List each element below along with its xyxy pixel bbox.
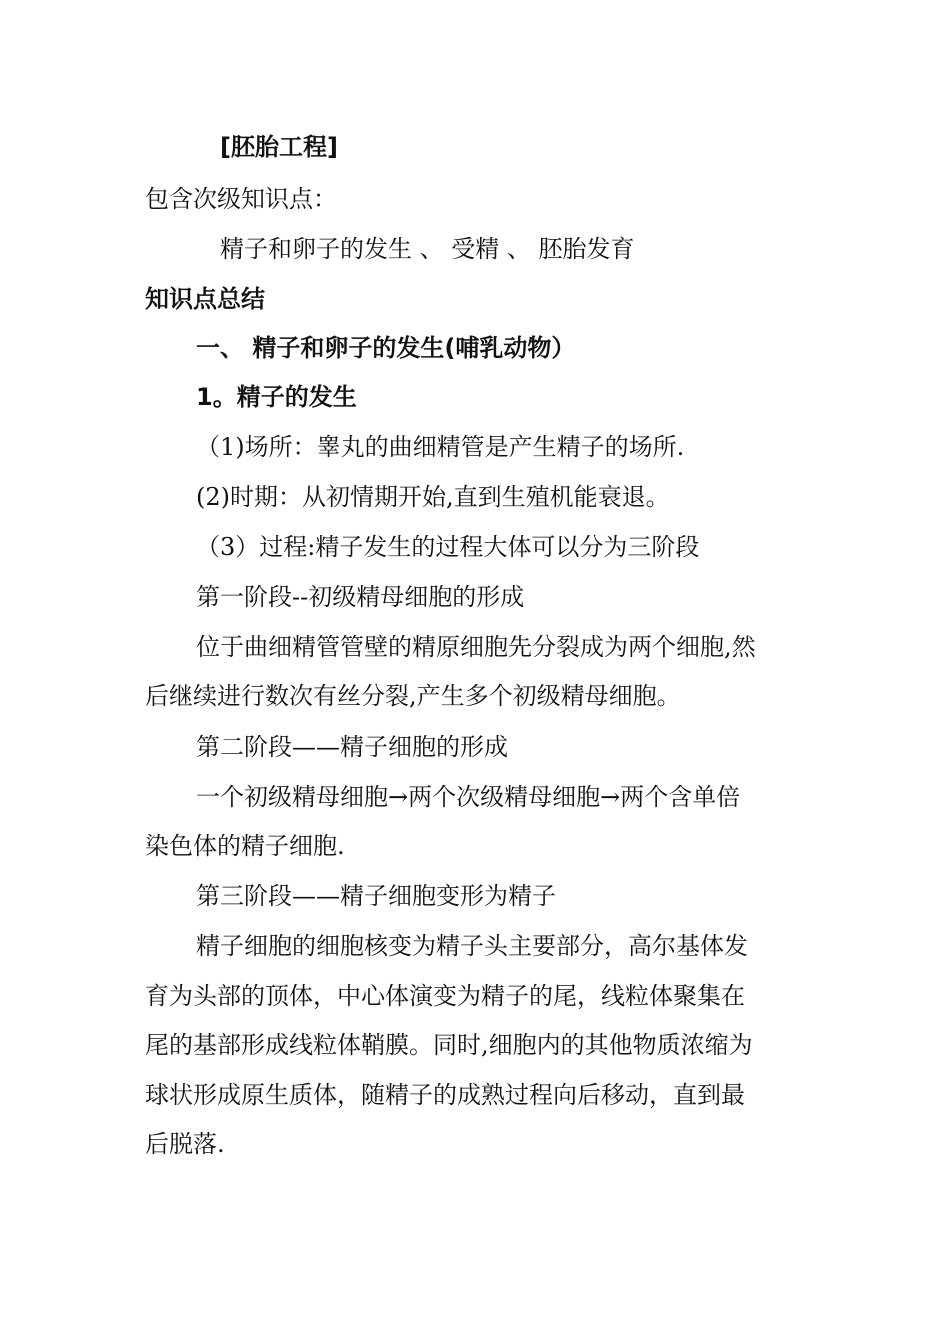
stage-two-text-line: 染色体的精子细胞. — [145, 832, 345, 860]
stage-two-title: 第二阶段——精子细胞的形成 — [196, 733, 508, 761]
stage-three-title: 第三阶段——精子细胞变形为精子 — [196, 882, 556, 910]
item-period: (2)时期：从初情期开始,直到生殖机能衰退。 — [196, 483, 670, 511]
subtopics-label: 包含次级知识点： — [145, 185, 337, 213]
section-one-heading: 一、 精子和卵子的发生(哺乳动物） — [196, 334, 576, 362]
stage-three-text-line: 球状形成原生质体，随精子的成熟过程向后移动，直到最 — [145, 1081, 745, 1109]
stage-three-text-line: 尾的基部形成线粒体鞘膜。同时,细胞内的其他物质浓缩为 — [145, 1031, 753, 1059]
item-process: （3）过程:精子发生的过程大体可以分为三阶段 — [196, 533, 700, 561]
stage-three-text-line: 精子细胞的细胞核变为精子头主要部分，高尔基体发 — [196, 932, 748, 960]
stage-three-text-line: 后脱落. — [145, 1130, 225, 1158]
subtopics-list: 精子和卵子的发生 、 受精 、 胚胎发育 — [220, 235, 635, 263]
summary-heading: 知识点总结 — [145, 285, 265, 313]
stage-one-title: 第一阶段--初级精母细胞的形成 — [196, 583, 525, 611]
stage-two-text-line: 一个初级精母细胞→两个次级精母细胞→两个含单倍 — [196, 783, 741, 811]
stage-three-text-line: 育为头部的顶体，中心体演变为精子的尾，线粒体聚集在 — [145, 982, 745, 1010]
document-title: [胚胎工程] — [220, 133, 338, 161]
stage-one-text-line: 后继续进行数次有丝分裂,产生多个初级精母细胞。 — [145, 682, 681, 710]
stage-one-text-line: 位于曲细精管管壁的精原细胞先分裂成为两个细胞,然 — [196, 633, 756, 661]
item-location: （1)场所：睾丸的曲细精管是产生精子的场所. — [196, 433, 685, 461]
sperm-development-heading: 1。精子的发生 — [196, 383, 357, 411]
